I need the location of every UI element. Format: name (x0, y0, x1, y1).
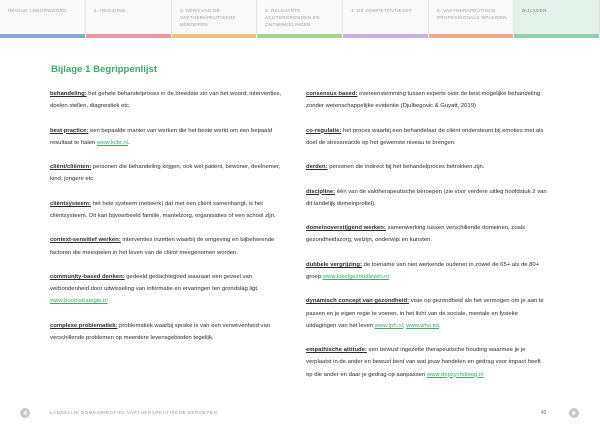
page-footer (0, 404, 600, 422)
glossary-term: consensus based: (306, 91, 358, 97)
tab-opleiden[interactable] (429, 0, 514, 34)
glossary-term: behandeling: (50, 91, 87, 97)
glossary-entry (50, 125, 292, 149)
page-number: 42 (541, 410, 547, 416)
glossary-term: context-sensitief werken: (50, 237, 121, 244)
glossary-definition: overeenstemming tussen experts over de best mogelijke behandeling zonder wetenschappelijke evidentie (Djulbegovic & Guyatt, 2019) (306, 91, 541, 110)
glossary-term: dubbele vergrijzing: (306, 261, 362, 268)
glossary-term: derden: (306, 164, 328, 171)
glossary-left-column (50, 88, 292, 344)
glossary-term: domeinoverstijgend werken: (306, 225, 386, 232)
glossary-definition: samenwerking tussen verschillende domeinen, zoals gezondheidszorg, welzijn, onderwijs en kunsten. (306, 225, 526, 244)
glossary-link[interactable]: www.kcbr.nl (96, 139, 128, 146)
tab-bijlagen[interactable] (514, 0, 600, 34)
glossary-definition: een bewust ingezette therapeutische houding waarmee je je verplaatst in de ander en bewust bent van wat jouw handelen en gedrag voor impact heeft op die ander en daar je gedrag op aanpassen (306, 347, 541, 378)
glossary-entry (50, 234, 292, 258)
glossary-definition: een bepaalde manier van werken die het beste werkt om een bepaald resultaat te halen (50, 127, 273, 146)
chapter-tabs (0, 0, 600, 38)
glossary-definition: één van de vaktherapeutische beroepen (zie voor verdere uitleg hoofdstuk 2 van dit landelijk domeinprofiel). (306, 188, 547, 207)
tab-label: INHOUD | VOORWOORD (8, 8, 67, 13)
glossary-definition: problematiek waarbij sprake is van een verwevenheid van verschillende problemen op meerdere levensgebieden tegelijk. (50, 322, 271, 341)
glossary-definition: de toename van niet werkende ouderen in zowel de 65+ als de 80+ groep (306, 261, 540, 280)
glossary-link[interactable]: www.boomstrategie.nl (50, 298, 108, 305)
glossary-term: best practice: (50, 127, 89, 134)
glossary-suffix: . (127, 139, 130, 146)
glossary-link[interactable]: www.depsycholoog.nl (426, 371, 484, 378)
glossary-definition: het proces waarbij een behandelaar de cliënt ondersteunt bij emoties met als doel de stressreactie op het gewenste niveau te brengen. (306, 127, 544, 146)
glossary-entry (50, 271, 292, 308)
tab-label: 4. DE COMPETENTIESET (351, 8, 412, 13)
glossary-link[interactable]: www.who.int (406, 322, 439, 329)
tab-relevante[interactable] (257, 0, 343, 34)
glossary-entry (306, 344, 548, 381)
arrow-right-icon (569, 408, 579, 418)
glossary-entry (306, 295, 548, 332)
tab-kern[interactable] (172, 0, 257, 34)
tab-inleiding[interactable] (86, 0, 172, 34)
page-title: Bijlage 1 Begrippenlijst (51, 64, 158, 75)
glossary-entry (306, 222, 548, 246)
glossary-entry (306, 125, 548, 149)
glossary-term: discipline: (306, 188, 336, 195)
glossary-term: complexe problematiek: (50, 322, 118, 329)
glossary-definition: gedeeld gedachtegoed waaraan een gevoel van verbondenheid door uitwisseling van informatie en ervaringen ten grondslag ligt. (50, 273, 259, 293)
tab-label: 5. VAKTHERAPEUTISCH PROFESSIONALS OPLEIDEN (437, 8, 507, 20)
glossary-entry (50, 161, 292, 185)
glossary-entry (306, 186, 548, 210)
glossary-right-column (306, 88, 548, 381)
glossary-link[interactable]: www.loketgezondleven.nl (322, 273, 389, 280)
glossary-definition: personen die indirect bij het behandelproces betrokken zijn. (327, 164, 485, 171)
glossary-definition: het hele systeem (netwerk) dat met een cliënt samenhangt, is het cliëntsysteem. Dit kan bijvoorbeeld familie, mantelzorg, organisaties of een school zijn. (50, 200, 276, 219)
glossary-term: empathische attitude: (306, 347, 367, 354)
previous-page-button[interactable] (20, 408, 30, 418)
glossary-definition: personen die behandeling krijgen, ook wel patiënt, bewoner, deelnemer, kind, jongere etc. (50, 164, 281, 183)
glossary-definition: interventies inzetten waarbij de omgeving en bijbehorende factoren die meespelen in het leven van de cliënt meegenomen worden. (50, 237, 275, 256)
glossary-definition: visie op gezondheid als het vermogen om je aan te passen en je eigen regie te voeren, in het licht van de sociale, mentale en fysieke uitdagingen van het leven (306, 298, 544, 329)
glossary-separator: , (402, 322, 407, 329)
tab-competentieset[interactable] (343, 0, 429, 34)
glossary-entry (306, 259, 548, 283)
glossary-term: dynamisch concept van gezondheid: (306, 298, 410, 305)
glossary-term: co-regulatie: (306, 127, 342, 134)
glossary-term: cliënt/cliënten: (50, 164, 92, 171)
arrow-left-icon (20, 408, 30, 418)
tab-label: 1. INLEIDING (94, 8, 126, 13)
tab-label: 2. KERN VAN DE VAKTHERAPEUTISCHE BEROEPEN (180, 8, 236, 27)
tab-label: BIJLAGEN (522, 8, 547, 13)
glossary-term: cliëntsysteem: (50, 200, 91, 207)
glossary-suffix: . (438, 322, 441, 329)
tab-inhoud[interactable] (0, 0, 86, 34)
glossary-link[interactable]: www.iph.nl (374, 322, 403, 329)
glossary-entry (50, 88, 292, 112)
tab-label: 3. RELEVANTE ACHTERGRONDEN EN ONTWIKKELINGEN (265, 8, 320, 27)
glossary-term: community-based denken: (50, 273, 125, 280)
glossary-definition: het gehele behandelproces in de breedste zin van het woord; interventies, doelen stellen, diagnostiek etc. (50, 91, 282, 110)
document-title: LANDELIJK DOMEINPROFIEL VAKTHERAPEUTISCHE BEROEPEN (50, 410, 218, 415)
glossary-entry (306, 88, 548, 112)
next-page-button[interactable] (569, 408, 579, 418)
glossary-entry (50, 198, 292, 222)
glossary-entry (306, 161, 548, 173)
glossary-entry (50, 320, 292, 344)
